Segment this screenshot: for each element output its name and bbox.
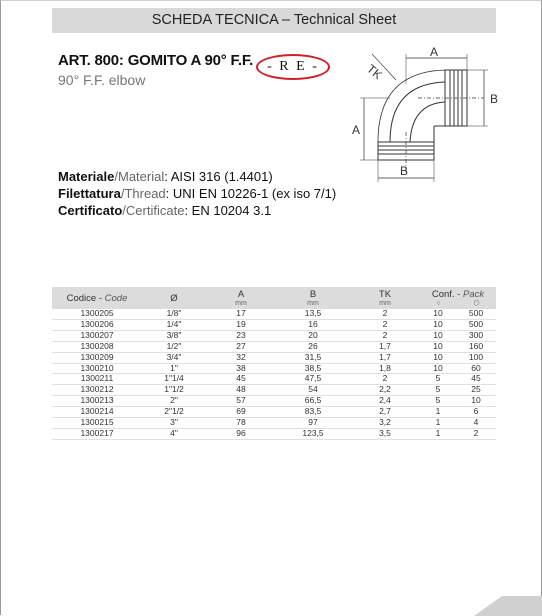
cell-a: 23 bbox=[206, 330, 276, 341]
cell-code: 1300211 bbox=[52, 374, 142, 385]
cell-diameter: 2"1/2 bbox=[142, 407, 206, 418]
cell-code: 1300212 bbox=[52, 385, 142, 396]
cell-a: 38 bbox=[206, 363, 276, 374]
table-row bbox=[52, 363, 496, 374]
cell-diameter: 3/8" bbox=[142, 330, 206, 341]
cell-a: 69 bbox=[206, 407, 276, 418]
dim-tk-label: TK bbox=[364, 61, 385, 83]
cell-conf: 10 bbox=[420, 363, 456, 374]
cell-a: 96 bbox=[206, 428, 276, 439]
cell-pack: 500 bbox=[456, 319, 496, 330]
cell-tk: 2 bbox=[350, 319, 420, 330]
page-corner-decoration bbox=[462, 596, 542, 616]
cell-diameter: 1/8" bbox=[142, 309, 206, 319]
cell-code: 1300207 bbox=[52, 330, 142, 341]
table-row bbox=[52, 374, 496, 385]
product-title: ART. 800: GOMITO A 90° F.F. bbox=[58, 52, 254, 69]
cell-a: 45 bbox=[206, 374, 276, 385]
cell-pack: 2 bbox=[456, 428, 496, 439]
table-row bbox=[52, 407, 496, 418]
cell-b: 66,5 bbox=[276, 396, 350, 407]
cell-b: 47,5 bbox=[276, 374, 350, 385]
cell-tk: 2 bbox=[350, 374, 420, 385]
cell-tk: 3,5 bbox=[350, 428, 420, 439]
table-row bbox=[52, 341, 496, 352]
specs-block bbox=[58, 168, 336, 219]
product-subtitle: 90° F.F. elbow bbox=[58, 72, 146, 88]
cell-b: 16 bbox=[276, 319, 350, 330]
cell-b: 54 bbox=[276, 385, 350, 396]
cell-diameter: 1" bbox=[142, 363, 206, 374]
cell-conf: 10 bbox=[420, 309, 456, 319]
cell-b: 13,5 bbox=[276, 309, 350, 319]
brand-logo: - R E - bbox=[256, 54, 330, 80]
cell-tk: 2,4 bbox=[350, 396, 420, 407]
cell-b: 97 bbox=[276, 418, 350, 429]
table-row bbox=[52, 352, 496, 363]
cell-code: 1300210 bbox=[52, 363, 142, 374]
dim-a-top-label: A bbox=[430, 45, 439, 59]
cell-b: 31,5 bbox=[276, 352, 350, 363]
dim-b-bottom-label: B bbox=[400, 164, 409, 178]
spec-certificate: Certificato/Certificate: EN 10204 3.1 bbox=[58, 203, 272, 218]
table-body bbox=[52, 309, 496, 439]
cell-code: 1300213 bbox=[52, 396, 142, 407]
cell-tk: 2 bbox=[350, 309, 420, 319]
cell-tk: 1,8 bbox=[350, 363, 420, 374]
cell-conf: 1 bbox=[420, 418, 456, 429]
cell-conf: 1 bbox=[420, 428, 456, 439]
cell-b: 123,5 bbox=[276, 428, 350, 439]
cell-pack: 10 bbox=[456, 396, 496, 407]
cell-code: 1300215 bbox=[52, 418, 142, 429]
dim-a-left-label: A bbox=[352, 123, 361, 137]
col-b-header: B mm bbox=[276, 287, 350, 309]
cell-a: 78 bbox=[206, 418, 276, 429]
cell-conf: 10 bbox=[420, 341, 456, 352]
cell-code: 1300209 bbox=[52, 352, 142, 363]
cell-diameter: 1/2" bbox=[142, 341, 206, 352]
col-code-header: Codice - Code bbox=[52, 287, 142, 309]
cell-code: 1300208 bbox=[52, 341, 142, 352]
header-title: SCHEDA TECNICA – Technical Sheet bbox=[52, 8, 496, 33]
table-row bbox=[52, 309, 496, 319]
cell-code: 1300214 bbox=[52, 407, 142, 418]
cell-conf: 10 bbox=[420, 319, 456, 330]
small-pack-icon: ○ bbox=[436, 299, 441, 307]
cell-code: 1300205 bbox=[52, 309, 142, 319]
elbow-drawing bbox=[350, 44, 500, 184]
cell-tk: 2,2 bbox=[350, 385, 420, 396]
cell-a: 48 bbox=[206, 385, 276, 396]
cell-conf: 5 bbox=[420, 374, 456, 385]
cell-code: 1300217 bbox=[52, 428, 142, 439]
cell-pack: 160 bbox=[456, 341, 496, 352]
dim-b-right-label: B bbox=[490, 92, 499, 106]
cell-diameter: 1/4" bbox=[142, 319, 206, 330]
cell-pack: 100 bbox=[456, 352, 496, 363]
table-row bbox=[52, 385, 496, 396]
col-a-header: A mm bbox=[206, 287, 276, 309]
cell-tk: 2,7 bbox=[350, 407, 420, 418]
cell-b: 20 bbox=[276, 330, 350, 341]
cell-a: 32 bbox=[206, 352, 276, 363]
col-tk-header: TK mm bbox=[350, 287, 420, 309]
cell-diameter: 2" bbox=[142, 396, 206, 407]
cell-diameter: 1"1/4 bbox=[142, 374, 206, 385]
cell-pack: 45 bbox=[456, 374, 496, 385]
cell-a: 17 bbox=[206, 309, 276, 319]
col-diameter-header: Ø bbox=[142, 287, 206, 309]
cell-tk: 3,2 bbox=[350, 418, 420, 429]
table-row bbox=[52, 330, 496, 341]
cell-a: 19 bbox=[206, 319, 276, 330]
dimensions-table bbox=[52, 287, 496, 440]
cell-pack: 25 bbox=[456, 385, 496, 396]
cell-pack: 300 bbox=[456, 330, 496, 341]
cell-conf: 10 bbox=[420, 352, 456, 363]
cell-pack: 4 bbox=[456, 418, 496, 429]
cell-a: 57 bbox=[206, 396, 276, 407]
cell-diameter: 3/4" bbox=[142, 352, 206, 363]
cell-b: 83,5 bbox=[276, 407, 350, 418]
table-row bbox=[52, 396, 496, 407]
cell-tk: 2 bbox=[350, 330, 420, 341]
cell-diameter: 4" bbox=[142, 428, 206, 439]
cell-conf: 5 bbox=[420, 385, 456, 396]
cell-diameter: 1"1/2 bbox=[142, 385, 206, 396]
cell-pack: 500 bbox=[456, 309, 496, 319]
table-row bbox=[52, 418, 496, 429]
cell-conf: 1 bbox=[420, 407, 456, 418]
spec-material: Materiale/Material: AISI 316 (1.4401) bbox=[58, 169, 273, 184]
cell-tk: 1,7 bbox=[350, 352, 420, 363]
table-row bbox=[52, 319, 496, 330]
table-row bbox=[52, 428, 496, 439]
cell-tk: 1,7 bbox=[350, 341, 420, 352]
cell-pack: 6 bbox=[456, 407, 496, 418]
col-pack-header: Conf. - Pack ○ ⬡ bbox=[420, 287, 496, 309]
table-header-row bbox=[52, 287, 496, 309]
cell-a: 27 bbox=[206, 341, 276, 352]
box-pack-icon: ⬡ bbox=[473, 299, 480, 307]
cell-pack: 60 bbox=[456, 363, 496, 374]
cell-diameter: 3" bbox=[142, 418, 206, 429]
spec-thread: Filettatura/Thread: UNI EN 10226-1 (ex iso 7/1) bbox=[58, 186, 337, 201]
cell-code: 1300206 bbox=[52, 319, 142, 330]
cell-conf: 10 bbox=[420, 330, 456, 341]
cell-b: 38,5 bbox=[276, 363, 350, 374]
cell-conf: 5 bbox=[420, 396, 456, 407]
cell-b: 26 bbox=[276, 341, 350, 352]
